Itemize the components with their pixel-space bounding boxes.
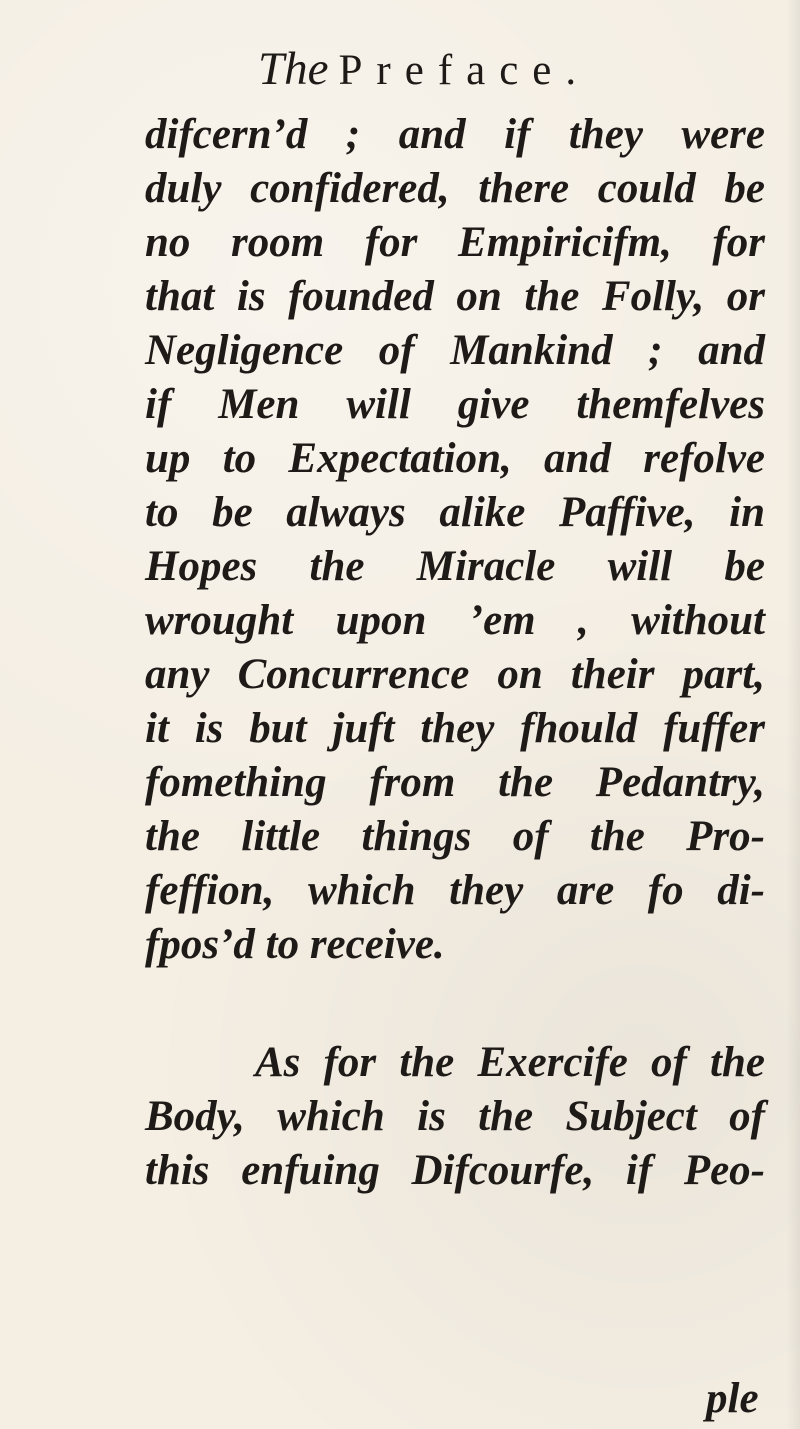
text-line: it is but juft they fhould fuffer	[145, 705, 765, 752]
running-header	[258, 42, 678, 102]
text-line: duly confidered, there could be	[145, 165, 765, 212]
header-the: The	[258, 43, 329, 95]
text-line: if Men will give themfelves	[145, 381, 765, 428]
text-line: no room for Empiricifm, for	[145, 219, 765, 266]
text-line: wrought upon ’em , without	[145, 597, 765, 644]
text-line: feffion, which they are fo di-	[145, 867, 765, 914]
text-line: this enfuing Difcourfe, if Peo-	[145, 1147, 765, 1194]
text-line: up to Expectation, and refolve	[145, 435, 765, 482]
text-line: Hopes the Miracle will be	[145, 543, 765, 590]
text-line: the little things of the Pro-	[145, 813, 765, 860]
text-line: As for the Exercife of the	[255, 1039, 765, 1086]
text-line: fomething from the Pedantry,	[145, 759, 765, 806]
text-line: Negligence of Mankind ; and	[145, 327, 765, 374]
text-line: that is founded on the Folly, or	[145, 273, 765, 320]
page-edge-shadow	[786, 0, 800, 1429]
paragraph-2	[145, 1036, 785, 1198]
body-text	[145, 108, 785, 1198]
paragraph-1	[145, 108, 785, 972]
text-line: any Concurrence on their part,	[145, 651, 765, 698]
text-line: fpos’d to receive.	[145, 921, 445, 968]
text-line: Body, which is the Subject of	[145, 1093, 765, 1140]
paragraph-gap	[145, 972, 785, 1036]
header-preface: Preface.	[338, 47, 591, 94]
text-line: to be always alike Paffive, in	[145, 489, 765, 536]
catchword: ple	[706, 1375, 759, 1422]
text-line: difcern’d ; and if they were	[145, 111, 765, 158]
